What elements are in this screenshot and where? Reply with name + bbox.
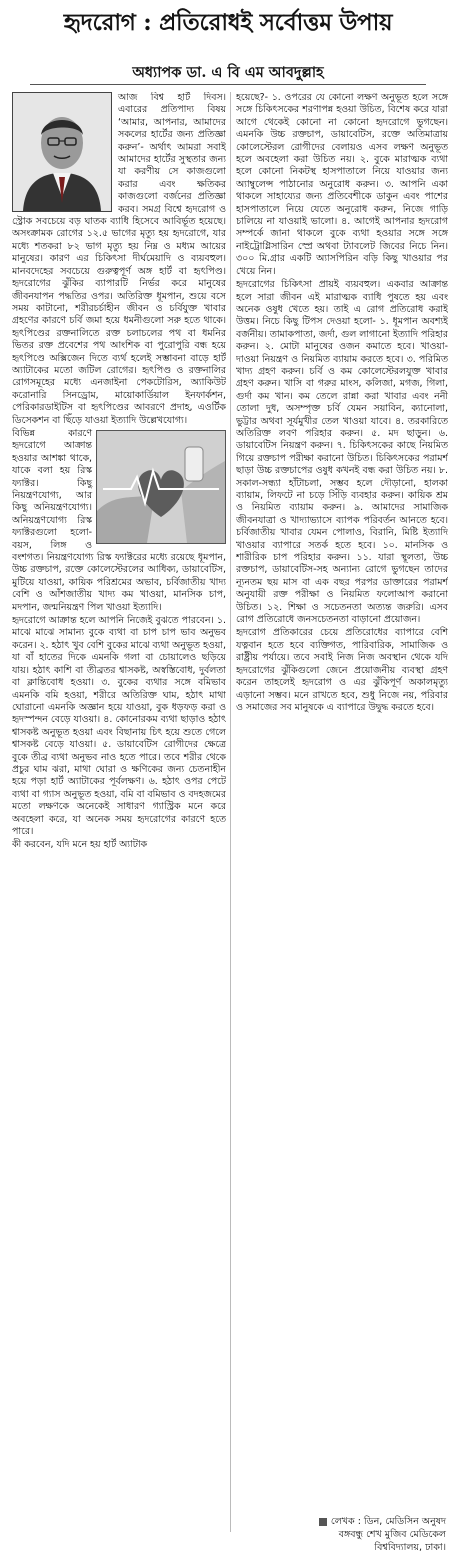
author-note [226,1515,446,1554]
author-note-line-1 [226,1515,446,1528]
author-credit: লেখক : ডিন, মেডিসিন অনুষদ [330,1516,446,1527]
byline-rule [30,84,426,85]
column-divider [230,92,231,1532]
author-portrait-image [13,93,111,211]
author-note-line-3: বিশ্ববিদ্যালয়, ঢাকা। [374,1542,446,1553]
square-bullet-icon [319,1518,327,1526]
right-column [236,92,448,1552]
left-paragraph-2: বিভিন্ন কারণে হৃদরোগে আক্রান্ত হওয়ার আশঙ্কা থাকে, যাকে বলা হয় রিস্ক ফ্যাক্টর। কিছু নিয়ন্ত্রণযোগ্য, আর কিছু অনিয়ন্ত্রণযোগ্য। অনিয়ন্ত্রণযোগ্য রিস্ক ফ্যাক্টরগুলো হলো- বয়স, লিঙ্গ ও বংশগত। নিয়ন্ত্রণযোগ্য রিস্ক ফ্যাক্টরের মধ্যে রয়েছে ধূমপান, উচ্চ রক্তচাপ, রক্তে কোলেস্টেরলের আধিক্য, ডায়াবেটিস, মুটিয়ে যাওয়া, কায়িক পরিশ্রমের অভাব, চর্বিজাতীয় খাদ্য বেশি ও আঁশজাতীয় খাদ্য কম খাওয়া, মানসিক চাপ, মদপান, জন্মনিয়ন্ত্রণ পিল খাওয়া ইত্যাদি। [12,427,226,613]
article-byline: অধ্যাপক ডা. এ বি এম আবদুল্লাহ [132,64,324,81]
left-paragraph-1: আজ বিশ্ব হার্ট দিবস। এবারের প্রতিপাদ্য বিষয় ‘আমার, আপনার, আমাদের সকলের হার্টের জন্য প্রতিজ্ঞা করুন’- অর্থাৎ আমরা সবাই আমাদের হার্টের সুস্থতার জন্য যা করণীয় সে কাজগুলো করার এবং ক্ষতিকর কাজগুলো বর্জনের প্রতিজ্ঞা করব। সমগ্র বিশ্বে হৃদরোগ ও স্ট্রোক সবচেয়ে বড় ঘাতক ব্যাধি হিসেবে আবির্ভূত হয়েছে। অসংক্রামক রোগের ১২.৫ ভাগের মৃত্যু হয় হৃদরোগে, যার মধ্যে শতকরা ৮২ ভাগ মৃত্যু হয় নিম্ন ও মধ্যম আয়ের মানুষের। কারণ এর চিকিৎসা দীর্ঘমেয়াদি ও ব্যয়বহুল। মানবদেহের সবচেয়ে গুরুত্বপূর্ণ অঙ্গ হার্ট বা হৃৎপিণ্ড। হৃদরোগের ঝুঁকির ব্যাপারটি নির্ভর করে মানুষের জীবনযাপন পদ্ধতির ওপর। অতিরিক্ত ধূমপান, শুয়ে বসে সময় কাটানো, শরীরচর্চাহীন জীবন ও চর্বিযুক্ত খাবার গ্রহণের কারণে চর্বি জমা হয়ে ধমনীগুলো সরু হতে থাকে। হৃৎপিণ্ডের রক্তনালিতে রক্ত চলাচলের পথ বা ধমনির ভিতর রক্ত প্রবেশের পথ আংশিক বা পুরোপুরি বন্ধ হয়ে হৃৎপিণ্ডে অক্সিজেন দিতে ব্যর্থ হলেই সম্ভাবনা বাড়ে হার্ট অ্যাটাকের মতো জটিল রোগের। হৃৎপিণ্ড ও রক্তনালির রোগসমূহের মধ্যে এনজাইনা পেকটোরিস, অ্যাকিউট করোনারি সিনড্রোম, মায়োকার্ডিয়াল ইনফার্কশন, পেরিকারডাইটিস বা হৃৎপিণ্ডের আবরণে প্রদাহ, এওর্টিক ডিসেকশন বা ছিঁড়ে যাওয়া ইত্যাদি উল্লেখযোগ্য। [12,92,226,426]
left-paragraph-3: হৃদরোগে আক্রান্ত হলে আপনি নিজেই বুঝতে পারবেন। ১. মাঝে মাঝে সামান্য বুকে ব্যথা বা চাপ চাপ ভাব অনুভব করেন। ২. হঠাৎ খুব বেশি বুকের মাঝে ব্যথা অনুভূত হওয়া, যা বাঁ হাতের দিকে এমনকি গলা বা চোয়ালেও ছড়িয়ে যায়। হঠাৎ কাশি বা তীব্রতর শ্বাসকষ্ট, অস্বস্তিবোধ, দুর্বলতা বা ক্লান্তিবোধ হওয়া। ৩. বুকের ব্যথার সঙ্গে বমিভাব এমনকি বমি হওয়া, শরীরে অতিরিক্ত ঘাম, হঠাৎ মাথা ঘোরানো এমনকি অজ্ঞান হয়ে যাওয়া, বুক ধড়ফড় করা ও হৃদস্পন্দন বেড়ে যাওয়া। ৪. কোনোরকম ব্যথা ছাড়াও হঠাৎ শ্বাসকষ্ট অনুভূত হওয়া এবং বিছানায় চিৎ হয়ে শুতে গেলে শ্বাসকষ্ট বেড়ে যাওয়া। ৫. ডায়াবেটিস রোগীদের ক্ষেত্রে বুকে তীব্র ব্যথা অনুভব নাও হতে পারে। তবে শরীর থেকে প্রচুর ঘাম ঝরা, মাথা ঘোরা ও ক্ষণিকের জন্য চেতনাহীন হয়ে পড়া হার্ট অ্যাটাকের পূর্বলক্ষণ। ৬. হঠাৎ ওপর পেটে ব্যথা বা গ্যাস অনুভূত হওয়া, বমি বা বমিভাব ও বদহজমের মতো লক্ষণকে অনেকেই সাধারণ গ্যাস্ট্রিক মনে করে অবহেলা করে, যা অনেক সময় হৃদরোগের কারণে হতে পারে। [12,615,226,837]
article-headline: হৃদরোগ : প্রতিরোধই সর্বোত্তম উপায় [63,9,393,36]
right-paragraph-1: হয়েছে?- ১. ওপরের যে কোনো লক্ষণ অনুভূত হলে সঙ্গে সঙ্গে চিকিৎসকের শরণাপন্ন হওয়া উচিত, বিশেষ করে যারা আগে থেকেই কোনো না কোনো হৃদরোগে ভুগছেন। এমনকি উচ্চ রক্তচাপ, ডায়াবেটিস, রক্তে অতিমাত্রায় কোলেস্টেরল রোগীদের বেলায়ও এসব লক্ষণ অনুভূত হলে অবহেলা করা উচিত নয়। ২. বুকে মারাত্মক ব্যথা হলে কোনো নিকটস্থ হাসপাতালে নিয়ে যাওয়ার জন্য অ্যাম্বুলেন্স পাঠানোর অনুরোধ করুন। ৩. আপনি একা থাকলে সাহায্যের জন্য প্রতিবেশীকে ডাকুন এবং পাশের হাসপাতালে নিয়ে যেতে অনুরোধ করুন, নিজে গাড়ি চালিয়ে না যাওয়াই ভালো। ৪. আগেই আপনার হৃদরোগ সম্পর্কে জানা থাকলে বুকে ব্যথা হওয়ার সঙ্গে সঙ্গে নাইট্রোগ্লিসারিন স্প্রে অথবা ট্যাবলেট জিবের নিচে নিন। ৩০০ মি.গ্রার একটি অ্যাসপিরিন বড়ি কিছু খাওয়ার পর খেয়ে নিন। [236,92,448,277]
left-paragraph-4: কী করবেন, যদি মনে হয় হার্ট অ্যাটাক [12,839,148,851]
heart-illustration [96,430,226,544]
right-paragraph-3: হৃদরোগ প্রতিকারের চেয়ে প্রতিরোধের ব্যাপারে বেশি যত্নবান হতে হবে ব্যক্তিগত, পারিবারিক, সামাজিক ও রাষ্ট্রীয় পর্যায়ে। তবে সবাই নিজ নিজ অবস্থান থেকে যদি হৃদরোগের ঝুঁকিগুলো জেনে প্রয়োজনীয় ব্যবস্থা গ্রহণ করেন তাহলেই হৃদরোগ ও এর ঝুঁকিপূর্ণ অকালমৃত্যু এড়ানো সম্ভব। মনে রাখতে হবে, শুধু নিজে নয়, পরিবার ও সমাজের সব মানুষকে এ ব্যাপারে উদ্বুদ্ধ করতে হবে। [236,627,448,713]
author-photo [12,92,112,212]
left-column [12,92,226,1530]
heart-hands-image [97,431,225,543]
author-note-line-2: বঙ্গবন্ধু শেখ মুজিব মেডিকেল [338,1529,446,1540]
right-paragraph-2: হৃদরোগের চিকিৎসা প্রায়ই ব্যয়বহুল। একবার আক্রান্ত হলে সারা জীবন এই মারাত্মক ব্যাধি পুষতে হয় এবং অনেক ওষুধ খেতে হয়। তাই এ রোগ প্রতিরোধ করাই উত্তম। নিচে কিছু টিপস দেওয়া হলো- ১. ধূমপান অবশ্যই বর্জনীয়। তামাকপাতা, জর্দা, গুল লাগানো ইত্যাদি পরিহার করুন। ২. মোটা মানুষের ওজন কমাতে হবে। খাওয়া-দাওয়া নিয়ন্ত্রণ ও নিয়মিত ব্যায়াম করতে হবে। ৩. পরিমিত খাদ্য গ্রহণ করুন। চর্বি ও কম কোলেস্টেরলযুক্ত খাবার গ্রহণ করুন। খাসি বা গরুর মাংস, কলিজা, মগজ, গিলা, গুর্দা কম খান। কম তেলে রান্না করা খাবার এবং ননী তোলা দুধ, অসম্পৃক্ত চর্বি যেমন সয়াবিন, ক্যানোলা, ভুট্টার অথবা সূর্যমুখীর তেল খাওয়া যাবে। ৪. তরকারিতে অতিরিক্ত লবণ পরিহার করুন। ৫. মদ ছাড়ুন। ৬. ডায়াবেটিস নিয়ন্ত্রণ করুন। ৭. চিকিৎসকের কাছে নিয়মিত গিয়ে রক্তচাপ পরীক্ষা করানো উচিত। চিকিৎসকের পরামর্শ ছাড়া উচ্চ রক্তচাপের ওষুধ কখনই বন্ধ করা উচিত নয়। ৮. সকাল-সন্ধ্যা হাঁটাচলা, সম্ভব হলে দৌড়ানো, হালকা ব্যায়াম, লিফটে না চড়ে সিঁড়ি ব্যবহার করুন। কায়িক শ্রম ও নিয়মিত ব্যায়াম করুন। ৯. আমাদের সামাজিক জীবনযাত্রা ও খাদ্যাভ্যাসে ব্যাপক পরিবর্তন আনতে হবে। চর্বিজাতীয় খাবার যেমন পোলাও, বিরানি, মিষ্টি ইত্যাদি খাওয়ার ব্যাপারে সতর্ক হতে হবে। ১০. মানসিক ও শারীরিক চাপ পরিহার করুন। ১১. যারা স্থূলতা, উচ্চ রক্তচাপ, ডায়াবেটিস-সহ অন্যান্য রোগে ভুগছেন তাদের ন্যূনতম ছয় মাস বা এক বছর পরপর ডাক্তারের পরামর্শ অনুযায়ী রক্ত পরীক্ষা ও নিয়মিত ফলোআপ করানো উচিত। ১২. শিক্ষা ও সচেতনতা অত্যন্ত জরুরি। এসব রোগ প্রতিরোধে জনসচেতনতা বাড়ানো প্রয়োজন। [236,279,448,626]
